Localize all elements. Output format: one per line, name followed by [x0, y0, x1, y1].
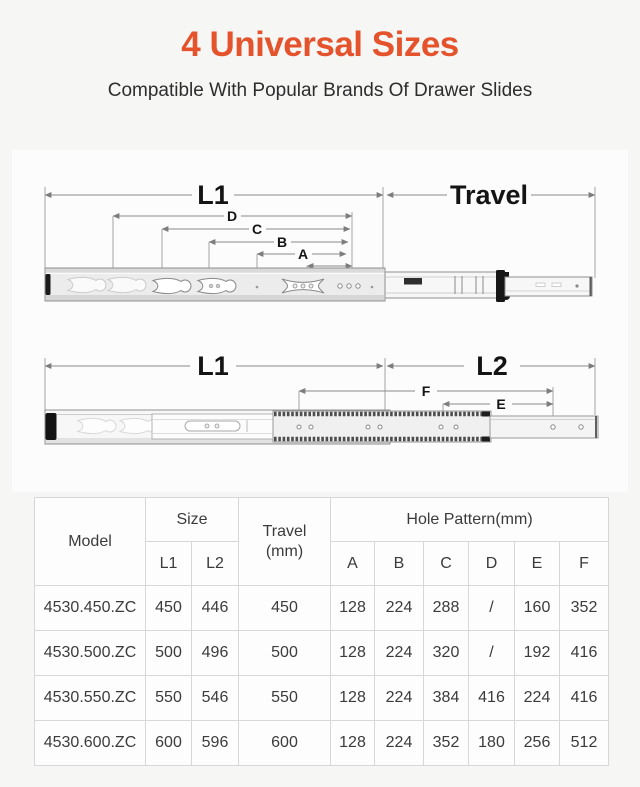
- open-slide-rail: [45, 410, 598, 444]
- label-c: C: [251, 221, 263, 237]
- header-col-c: C: [424, 542, 469, 586]
- cell-l2: 546: [192, 676, 239, 721]
- header-col-d: D: [469, 542, 515, 586]
- header-col-e: E: [515, 542, 560, 586]
- cell-e: 224: [515, 676, 560, 721]
- cell-b: 224: [375, 586, 424, 631]
- header-col-f: F: [560, 542, 609, 586]
- label-l1: L1: [197, 180, 229, 210]
- closed-slide-rail: [45, 268, 385, 301]
- header-model: Model: [35, 498, 146, 586]
- cell-e: 160: [515, 586, 560, 631]
- header-size: Size: [146, 498, 239, 542]
- cell-l2: 496: [192, 631, 239, 676]
- label-d: D: [226, 208, 238, 224]
- cell-model: 4530.500.ZC: [35, 631, 146, 676]
- cell-l2: 596: [192, 721, 239, 766]
- header-l2: L2: [192, 542, 239, 586]
- label-l1-open: L1: [197, 351, 229, 381]
- cell-b: 224: [375, 631, 424, 676]
- header-travel-line2: (mm): [265, 542, 304, 560]
- cell-travel: 600: [239, 721, 331, 766]
- dimension-travel: [387, 180, 595, 278]
- cell-d: /: [469, 631, 515, 676]
- cell-l1: 450: [146, 586, 192, 631]
- cell-a: 128: [331, 631, 375, 676]
- header-col-a: A: [331, 542, 375, 586]
- cell-model: 4530.600.ZC: [35, 721, 146, 766]
- left-end-cap: [46, 413, 57, 440]
- cell-l2: 446: [192, 586, 239, 631]
- label-b: B: [276, 234, 288, 250]
- cell-a: 128: [331, 586, 375, 631]
- table-body: [35, 586, 609, 766]
- cell-travel: 450: [239, 586, 331, 631]
- cell-c: 288: [424, 586, 469, 631]
- cell-d: /: [469, 586, 515, 631]
- cell-d: 416: [469, 676, 515, 721]
- cell-b: 224: [375, 676, 424, 721]
- table-row: [35, 631, 609, 676]
- table-row: [35, 721, 609, 766]
- cell-model: 4530.550.ZC: [35, 676, 146, 721]
- header-l1: L1: [146, 542, 192, 586]
- table-row: [35, 676, 609, 721]
- cell-c: 384: [424, 676, 469, 721]
- extended-members: [385, 270, 592, 302]
- label-e: E: [496, 396, 506, 412]
- spec-table: [34, 497, 609, 766]
- cell-c: 352: [424, 721, 469, 766]
- header-travel: [239, 498, 331, 586]
- cell-l1: 550: [146, 676, 192, 721]
- cell-f: 512: [560, 721, 609, 766]
- cell-a: 128: [331, 721, 375, 766]
- cell-f: 416: [560, 631, 609, 676]
- header-col-b: B: [375, 542, 424, 586]
- extended-slide-diagram: [0, 340, 640, 490]
- mounting-slot: [108, 278, 146, 293]
- label-travel: Travel: [449, 180, 529, 210]
- dimension-l2: [387, 351, 595, 415]
- page-subtitle: Compatible With Popular Brands Of Drawer Slides: [107, 80, 533, 101]
- left-end-clip: [46, 274, 51, 295]
- mounting-slot: [68, 278, 106, 293]
- cell-e: 256: [515, 721, 560, 766]
- header: [0, 0, 640, 102]
- label-f: F: [421, 383, 431, 399]
- mounting-slot: [198, 279, 236, 294]
- cell-d: 180: [469, 721, 515, 766]
- mounting-slot: [153, 279, 191, 294]
- label-a: A: [297, 246, 309, 262]
- table-row: [35, 586, 609, 631]
- page-title: 4 Universal Sizes: [181, 25, 459, 64]
- cell-f: 352: [560, 586, 609, 631]
- cell-f: 416: [560, 676, 609, 721]
- header-travel-line1: Travel: [262, 522, 307, 540]
- latch-detail: [404, 278, 422, 285]
- cell-e: 192: [515, 631, 560, 676]
- faint-slot: [78, 419, 116, 434]
- cell-travel: 500: [239, 631, 331, 676]
- cell-c: 320: [424, 631, 469, 676]
- cell-b: 224: [375, 721, 424, 766]
- header-hole-pattern: Hole Pattern(mm): [331, 498, 609, 542]
- cell-l1: 600: [146, 721, 192, 766]
- cell-travel: 550: [239, 676, 331, 721]
- table-header: [35, 498, 609, 586]
- closed-slide-diagram: [0, 160, 640, 340]
- label-l2: L2: [476, 351, 508, 381]
- cell-l1: 500: [146, 631, 192, 676]
- cell-a: 128: [331, 676, 375, 721]
- cell-model: 4530.450.ZC: [35, 586, 146, 631]
